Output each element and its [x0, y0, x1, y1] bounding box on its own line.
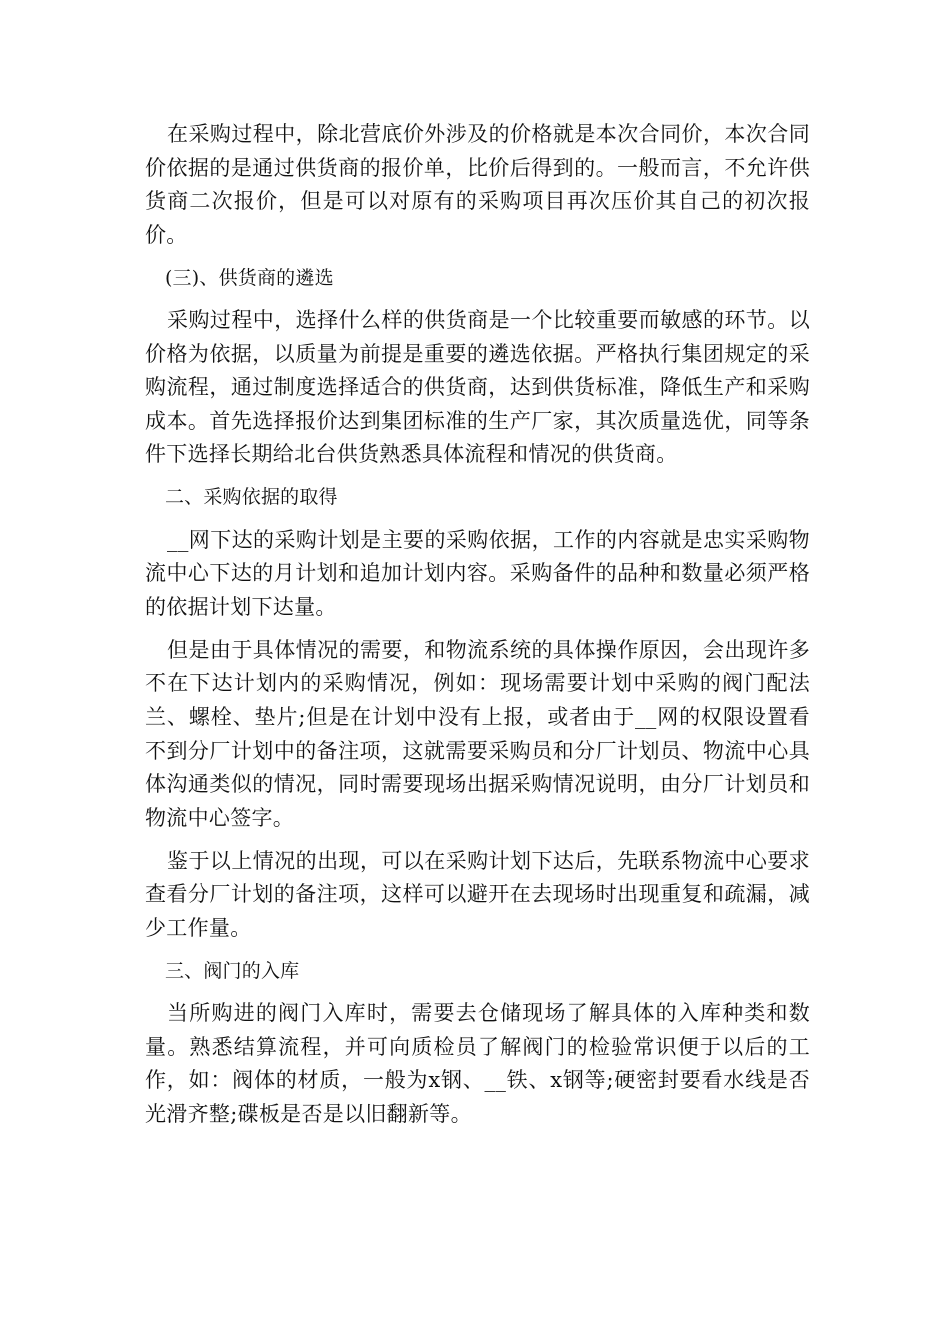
heading-procurement-basis: 二、采购依据的取得 — [164, 486, 338, 509]
paragraph-check-notes: 鉴于以上情况的出现，可以在采购计划下达后，先联系物流中心要求查看分厂计划的备注项，这样可以避开在去现场时出现重复和疏漏，减少工作量。 — [145, 848, 810, 940]
paragraph-supplier-selection: 采购过程中，选择什么样的供货商是一个比较重要而敏感的环节。以价格为依据，以质量为前提是重要的遴选依据。严格执行集团规定的采购流程，通过制度选择适合的供货商，达到供货标准，降低生产和采购成本。首先选择报价达到集团标准的生产厂家，其次质量选优，同等条件下选择长期给北台供货熟悉具体流程和情况的供货商。 — [145, 307, 810, 467]
paragraph-procurement-plan: __网下达的采购计划是主要的采购依据，工作的内容就是忠实采购物流中心下达的月计划和追加计划内容。采购备件的品种和数量必须严格的依据计划下达量。 — [145, 527, 810, 619]
paragraph-special-cases: 但是由于具体情况的需要，和物流系统的具体操作原因，会出现许多不在下达计划内的采购情况，例如：现场需要计划中采购的阀门配法兰、螺栓、垫片;但是在计划中没有上报，或者由于__网的权限设置看不到分厂计划中的备注项，这就需要采购员和分厂计划员、物流中心具体沟通类似的情况，同时需要现场出据采购情况说明，由分厂计划员和物流中心签字。 — [145, 637, 810, 830]
heading-valve-warehousing: 三、阀门的入库 — [164, 959, 300, 982]
paragraph-contract-price: 在采购过程中，除北营底价外涉及的价格就是本次合同价，本次合同价依据的是通过供货商的报价单，比价后得到的。一般而言，不允许供货商二次报价，但是可以对原有的采购项目再次压价其自己的初次报价。 — [145, 122, 810, 247]
document-body — [145, 118, 810, 1141]
heading-supplier-selection: (三)、供货商的遴选 — [164, 266, 334, 289]
paragraph-valve-inspection: 当所购进的阀门入库时，需要去仓储现场了解具体的入库种类和数量。熟悉结算流程，并可向质检员了解阀门的检验常识便于以后的工作，如：阀体的材质，一般为x钢、__铁、x钢等;硬密封要看水线是否光滑齐整;碟板是否是以旧翻新等。 — [145, 1001, 810, 1126]
